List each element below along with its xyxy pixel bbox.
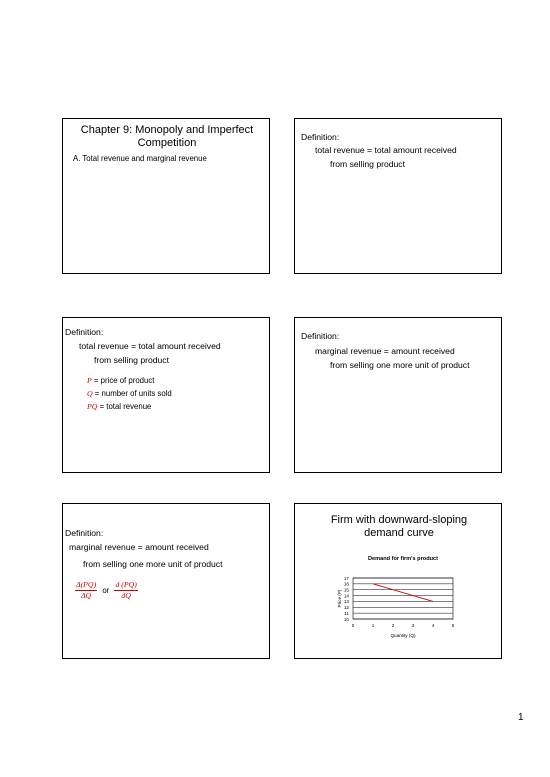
slide-body: A. Total revenue and marginal revenue bbox=[73, 154, 207, 163]
x-tick-label: 2 bbox=[391, 623, 395, 628]
slide-title-line1: Chapter 9: Monopoly and Imperfect bbox=[80, 124, 254, 136]
slide-5 bbox=[62, 503, 270, 659]
definition-line1: total revenue = total amount received bbox=[79, 341, 221, 351]
definition-line1: total revenue = total amount received bbox=[315, 145, 457, 155]
x-tick-label: 4 bbox=[431, 623, 435, 628]
or-text: or bbox=[102, 585, 110, 595]
slide-1 bbox=[62, 118, 270, 274]
variable-pq: PQ = total revenue bbox=[87, 402, 152, 411]
y-tick-label: 15 bbox=[343, 587, 349, 593]
chart-title: Demand for firm's product bbox=[367, 556, 439, 562]
y-axis-label: Price (P) bbox=[337, 589, 342, 608]
slide-2 bbox=[294, 118, 502, 274]
plot-area bbox=[353, 578, 453, 619]
y-tick-label: 11 bbox=[344, 610, 349, 616]
definition-line2: from selling one more unit of product bbox=[83, 559, 223, 569]
x-tick-label: 1 bbox=[371, 623, 375, 628]
page-number: 1 bbox=[518, 712, 524, 723]
x-tick-label: 3 bbox=[411, 623, 415, 628]
definition-line2: from selling one more unit of product bbox=[330, 360, 470, 370]
demand-chart bbox=[295, 546, 503, 656]
delta-fraction: $\frac{\Delta(PQ)}{\Delta Q}$ bbox=[76, 580, 97, 600]
definition-heading: Definition: bbox=[301, 132, 340, 142]
x-tick-label: 0 bbox=[351, 623, 355, 628]
slide-4 bbox=[294, 317, 502, 473]
y-tick-label: 10 bbox=[343, 616, 349, 622]
y-tick-label: 13 bbox=[343, 599, 349, 605]
y-tick-label: 12 bbox=[343, 605, 349, 611]
variable-p: P = price of product bbox=[87, 376, 155, 385]
slide-6 bbox=[294, 503, 502, 659]
demand-line bbox=[373, 584, 433, 602]
variable-q: Q = number of units sold bbox=[87, 389, 172, 398]
definition-heading: Definition: bbox=[65, 327, 104, 337]
definition-heading: Definition: bbox=[65, 528, 104, 538]
x-axis-label: Quantity (Q) bbox=[390, 633, 416, 638]
y-tick-label: 17 bbox=[343, 575, 349, 581]
slide-title-line2: Competition bbox=[137, 137, 197, 149]
y-tick-label: 16 bbox=[343, 581, 349, 587]
x-tick-label: 5 bbox=[451, 623, 455, 628]
definition-heading: Definition: bbox=[301, 331, 340, 341]
derivative-fraction: $\frac{d (PQ)}{dQ}$ bbox=[115, 580, 137, 600]
definition-line2: from selling product bbox=[330, 159, 405, 169]
y-tick-label: 14 bbox=[343, 593, 349, 599]
slide-title-line2: demand curve bbox=[364, 527, 434, 539]
definition-line1: marginal revenue = amount received bbox=[315, 346, 455, 356]
slide-title-line1: Firm with downward-sloping bbox=[330, 514, 468, 526]
definition-line1: marginal revenue = amount received bbox=[69, 542, 209, 552]
definition-line2: from selling product bbox=[94, 355, 169, 365]
marginal-revenue-formula bbox=[75, 580, 138, 601]
slide-3 bbox=[62, 317, 270, 473]
